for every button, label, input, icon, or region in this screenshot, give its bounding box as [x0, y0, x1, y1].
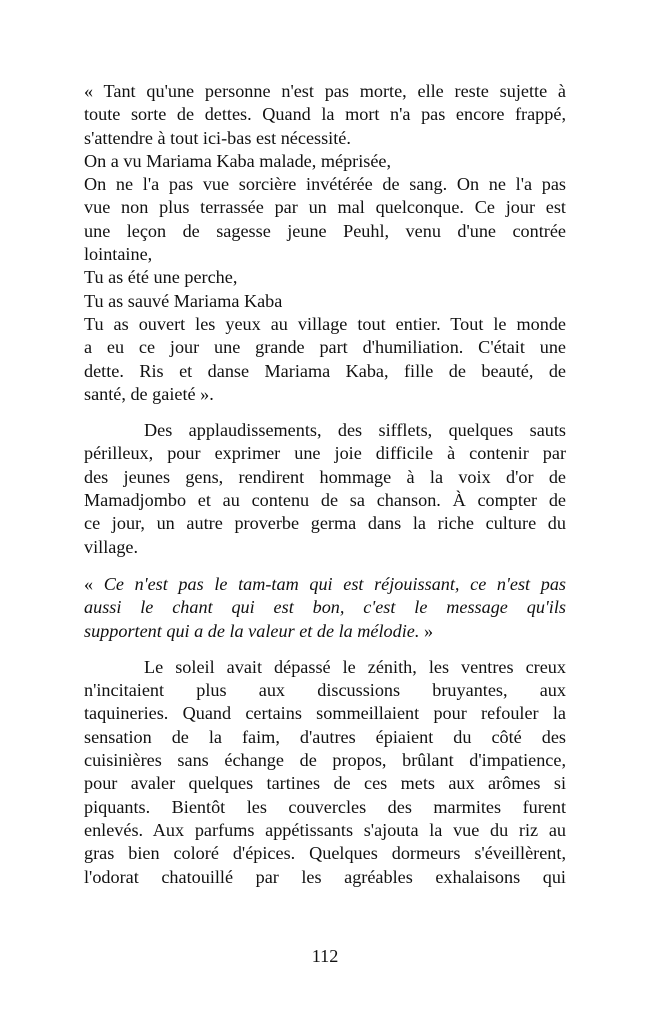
text-line: sensation de la faim, d'autres épiaient du côté des [84, 726, 566, 747]
text-line: gras bien coloré d'épices. Quelques dormeurs s'éveillèrent, [84, 843, 566, 864]
text-line: l'odorat chatouillé par les agréables exhalaisons qui [84, 866, 566, 887]
text-line: cuisinières sans échange de propos, brûlant d'impatience, [84, 750, 566, 771]
text-line: « Tant qu'une personne n'est pas morte, elle reste sujette à [84, 81, 566, 101]
page-body [84, 80, 566, 889]
proverb-text: aussi le chant qui est bon, c'est le message qu'ils [84, 597, 566, 618]
text-line: Tu as ouvert les yeux au village tout entier. Tout le monde [84, 313, 566, 334]
proverb-text: supportent qui a de la valeur et de la mélodie. [84, 620, 420, 641]
text-line: Tu as été une perche, [84, 267, 238, 288]
text-line [84, 620, 566, 643]
open-quote-mark: « [84, 573, 104, 594]
text-line: des jeunes gens, rendirent hommage à la voix d'or de [84, 466, 566, 487]
text-line: santé, de gaieté ». [84, 383, 214, 404]
text-line: Des applaudissements, des sifflets, quelques sauts [144, 420, 566, 441]
paragraph-applause [84, 419, 566, 559]
text-line: On ne l'a pas vue sorcière invétérée de sang. On ne l'a pas [84, 174, 566, 195]
paragraph-song-quote [84, 80, 566, 406]
text-line: toute sorte de dettes. Quand la mort n'a pas encore frappé, [84, 104, 566, 125]
text-line: On a vu Mariama Kaba malade, méprisée, [84, 150, 392, 171]
text-line: pour avaler quelques tartines de ces mets aux arômes si [84, 773, 566, 794]
paragraph-meal [84, 656, 566, 889]
text-line: dette. Ris et danse Mariama Kaba, fille de beauté, de [84, 360, 566, 381]
text-line: Tu as sauvé Mariama Kaba [84, 290, 283, 311]
text-line: Mamadjombo et au contenu de sa chanson. À compter de [84, 490, 566, 511]
paragraph-proverb [84, 573, 566, 643]
text-line: s'attendre à tout ici-bas est nécessité. [84, 127, 351, 148]
text-line [84, 573, 566, 596]
close-quote-mark: » [419, 620, 434, 641]
text-line: a eu ce jour une grande part d'humiliation. C'était une [84, 337, 566, 358]
text-line: piquants. Bientôt les couvercles des marmites furent [84, 796, 566, 817]
text-line: enlevés. Aux parfums appétissants s'ajouta la vue du riz au [84, 819, 566, 840]
text-line: une leçon de sagesse jeune Peuhl, venu d'une contrée [84, 220, 566, 241]
page-number: 112 [311, 946, 339, 966]
text-line: n'incitaient plus aux discussions bruyantes, aux [84, 680, 566, 701]
text-line: Le soleil avait dépassé le zénith, les ventres creux [144, 656, 566, 677]
text-line: village. [84, 536, 139, 557]
text-line: vue non plus terrassée par un mal quelconque. Ce jour est [84, 197, 566, 218]
text-line: taquineries. Quand certains sommeillaient pour refouler la [84, 703, 566, 724]
text-line: périlleux, pour exprimer une joie difficile à contenir par [84, 443, 566, 464]
text-line: ce jour, un autre proverbe germa dans la riche culture du [84, 513, 566, 534]
text-line: lointaine, [84, 244, 153, 265]
proverb-text: Ce n'est pas le tam-tam qui est réjouissant, ce n'est pas [103, 573, 566, 594]
